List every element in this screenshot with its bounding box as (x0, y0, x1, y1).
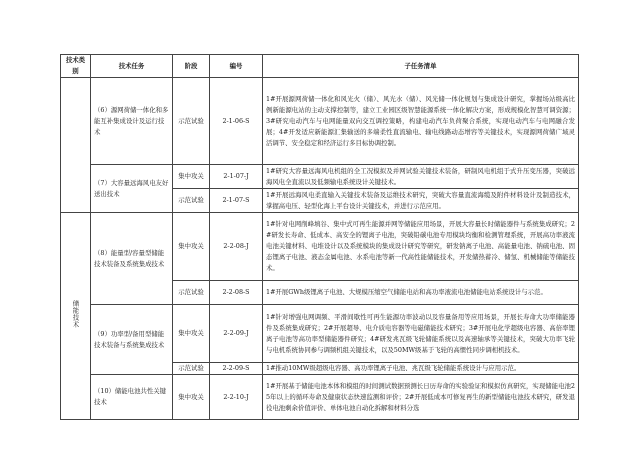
header-task: 技术任务 (91, 55, 173, 78)
category-cell-empty (61, 78, 91, 213)
stage-cell: 示范试验 (173, 281, 210, 305)
stage-cell: 集中攻关 (173, 213, 210, 281)
code-cell: 2-2-09-S (210, 363, 263, 375)
subtask-cell: 1#研究大容量远海风电机组的全工况模拟及并网试验关键技术装备，研制风电机组于式升压变压器，突破远海风电全直流以及低频输电系统设计关键技术。 (263, 165, 579, 189)
code-cell: 2-2-10-J (210, 375, 263, 420)
task-cell: （10）储能电池共性关键技术 (91, 375, 173, 420)
task-cell: （6）源网荷储一体化和多能互补集成设计及运行技术 (91, 78, 173, 165)
code-cell: 2-2-09-J (210, 305, 263, 363)
stage-cell: 示范试验 (173, 189, 210, 213)
table-row (61, 165, 579, 189)
subtask-cell: 1#针对电网削峰填谷、集中式可再生能源并网等储能应用场景，开展大容量长时储能器件与系统集成研究；2#研发长寿命、低成本、高安全的锂离子电池，突破铅碳电池专用模块均衡和检测管理系统，开展高功率液流电池关键材料、电堆设计以及系统模块的集成设计研究等研究，研发钠离子电池、高能量电池、钠硫电池、固态锂离子电池、液态金属电池、水系电池等新一代高性能储能技术，开发储热蓄冷、储氢、机械储能等储能技术。 (263, 213, 579, 281)
header-code: 编号 (210, 55, 263, 78)
table-row (61, 375, 579, 420)
stage-cell: 示范试验 (173, 363, 210, 375)
table-row (61, 213, 579, 281)
header-category: 技术类别 (61, 55, 91, 78)
code-cell: 2-2-08-J (210, 213, 263, 281)
task-cell: （7）大容量远海风电友好送出技术 (91, 165, 173, 213)
stage-cell: 示范试验 (173, 78, 210, 165)
task-cell: （9）功率型/备用型储能技术装备与系统集成技术 (91, 305, 173, 375)
code-cell: 2-1-07-S (210, 189, 263, 213)
header-stage: 阶段 (173, 55, 210, 78)
subtask-cell: 1#开展源网荷储一体化和风光火（储）、风光水（储）、风光储一体化规划与集成设计研究，掌握场站级高比例新能源电站的主动支撑控制等，建立工业园区级智慧能源系统一体化解决方案，形成规模化智慧可调资源；3#研究电动汽车与电网能量双向交互调控策略，构建电动汽车负荷聚合系统，实现电动汽车与电网融合发展；4#开发适应新能源汇集输送的多端柔性直流输电、输电线路动态增容等关键技术，实现源网荷储广域灵活调节、安全稳定和经济运行多目标协调控制。 (263, 78, 579, 165)
code-cell: 2-1-06-S (210, 78, 263, 165)
category-cell (61, 213, 91, 420)
subtask-cell: 1#开展远海风电柔直输入关键技术装备及运维技术研究，突破大容量直流海缆及附件材料设计及制造技术，掌握高电压、轻型化海上平台设计关键技术，并进行示范应用。 (263, 189, 579, 213)
table-row (61, 305, 579, 363)
code-cell: 2-2-08-S (210, 281, 263, 305)
task-cell: （8）能量型/容量型储能技术装备及系统集成技术 (91, 213, 173, 305)
subtask-cell: 1#开展GWh级锂离子电池、大规模压缩空气储能电站和高功率液流电池储能电站系统设计与示范。 (263, 281, 579, 305)
table-row (61, 78, 579, 165)
code-cell: 2-1-07-J (210, 165, 263, 189)
category-label: 储能技术 (71, 300, 80, 328)
stage-cell: 集中攻关 (173, 165, 210, 189)
subtask-cell: 1#开展基于储能电池本体和模组的时间测试数据预测长日历寿命的实验验证和模拟仿真研究，实现储能电池25年以上的循环寿命及健康状态快速监测和评价；2#开展低成本可修复再生的新型储能电池技术研究，研发退役电池剩余价值评价、单体电池自动化拆解和材料分选 (263, 375, 579, 420)
subtask-cell: 1#针对增强电网调频、平滑间歇性可再生能源功率波动以及容量备用等应用场景，开展长寿命大功率储能器件及系统集成研究；2#开展超导、电介质电容器等电磁储能技术研究；3#开展电化学超级电容器、高倍率锂离子电池等高功率型储能器件研究；4#研发兆瓦级飞轮储能系统以及高速轴承等关键技术，突破大功率飞轮与电机系统协同参与调频机组关键技术，以及50MW级基于飞轮的高惯性同步调相机技术。 (263, 305, 579, 363)
technology-task-table (60, 54, 579, 420)
table-header-row (61, 55, 579, 78)
stage-cell: 集中攻关 (173, 305, 210, 363)
header-subtasks: 子任务清单 (263, 55, 579, 78)
subtask-cell: 1#推动10MW级超级电容器、高功率锂离子电池、兆瓦级飞轮储能系统设计与应用示范。 (263, 363, 579, 375)
stage-cell: 集中攻关 (173, 375, 210, 420)
